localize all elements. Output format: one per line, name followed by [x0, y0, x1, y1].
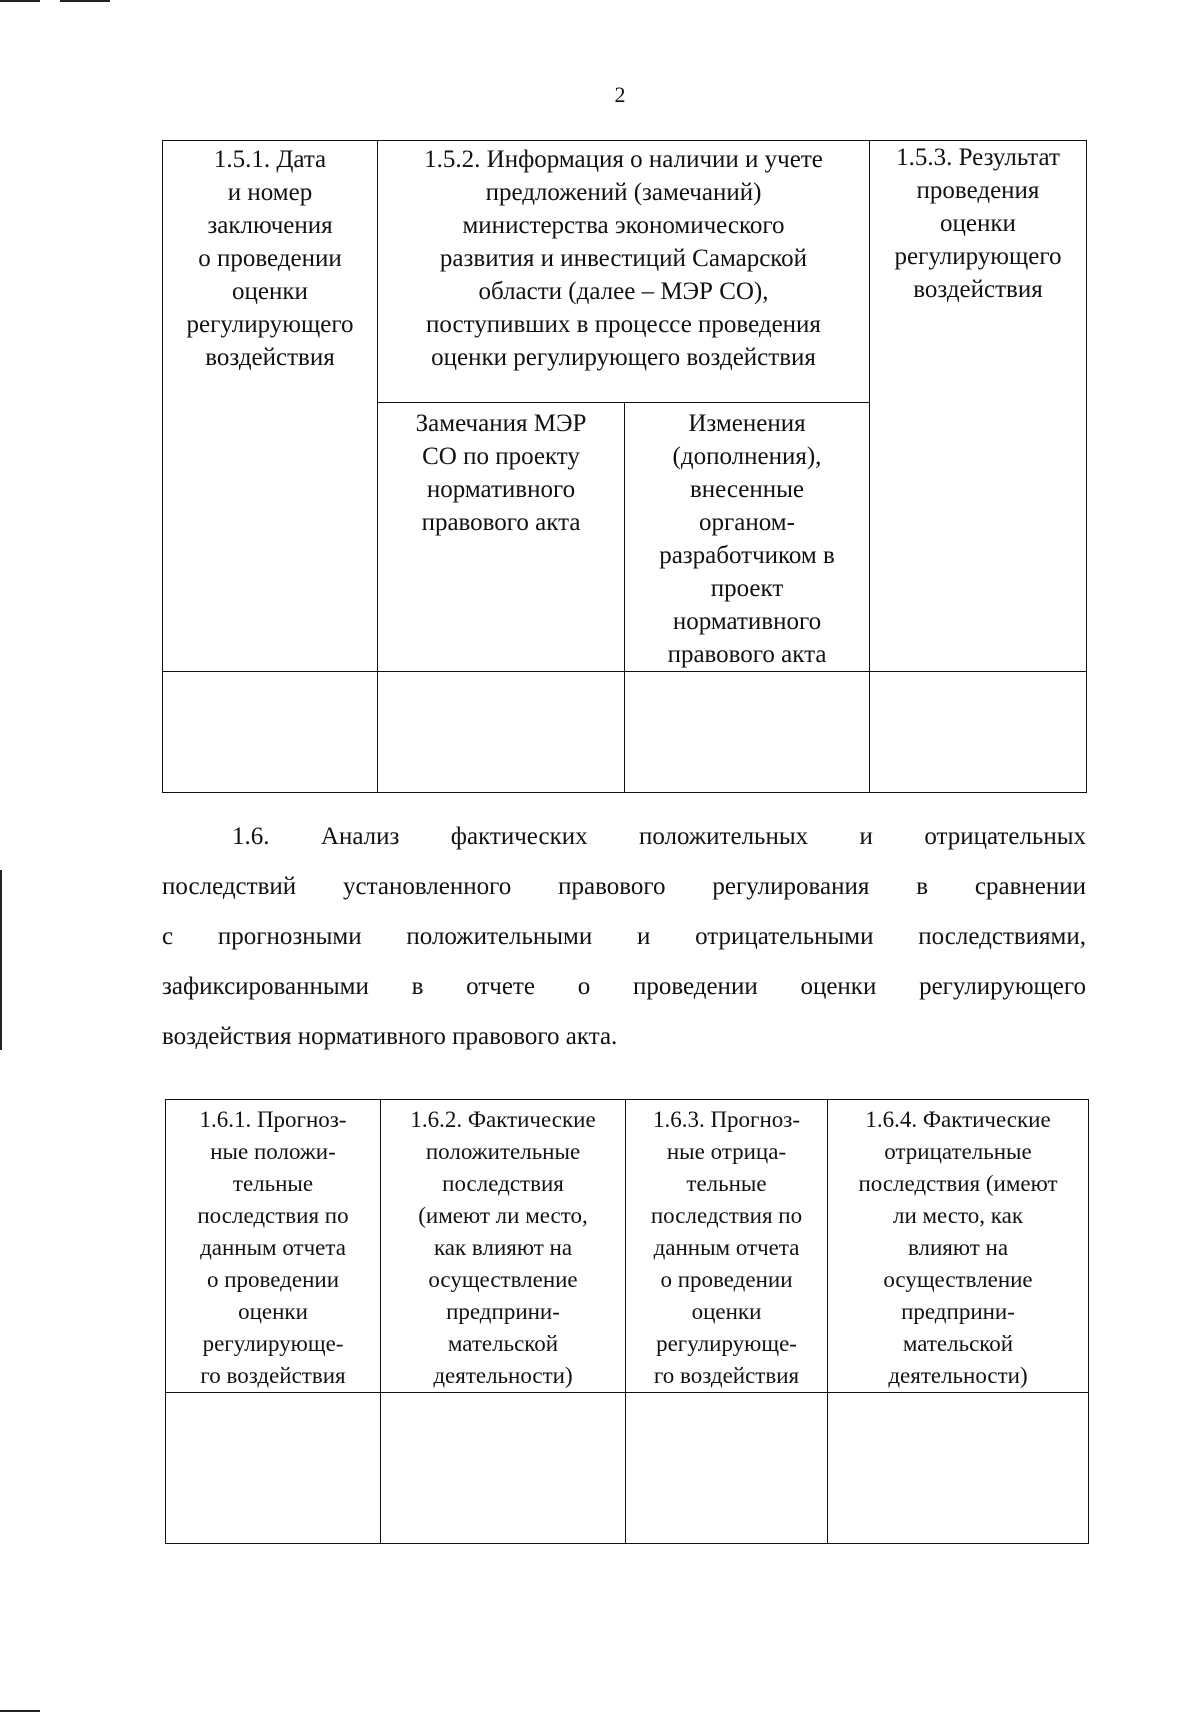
table-row — [166, 1393, 1089, 1544]
table-row — [163, 672, 1087, 793]
scan-mark-bottom-left — [0, 1710, 40, 1712]
paragraph-line: 1.6. Анализ фактических положительных и отрицательных — [232, 823, 1086, 850]
header-1-6-3: 1.6.3. Прогноз- ные отрица- тельные последствия по данным отчета о проведении оценки регулирующе- го воздействия — [626, 1100, 828, 1393]
table-cell[interactable] — [625, 672, 870, 793]
scan-mark-top-left — [0, 0, 40, 2]
table-1-6 — [165, 1099, 1089, 1544]
header-1-5-2: 1.5.2. Информация о наличии и учете предложений (замечаний) министерства экономического развития и инвестиций Самарской области (далее – МЭР СО), поступивших в процессе проведения оценки регулирующего воздействия — [378, 141, 870, 403]
header-1-5-1: 1.5.1. Дата и номер заключения о проведении оценки регулирующего воздействия — [163, 141, 378, 672]
scan-mark-top-left-2 — [60, 0, 110, 2]
scan-mark-left-edge — [0, 870, 2, 1050]
header-1-5-2-changes: Изменения (дополнения), внесенные органом- разработчиком в проект нормативного правового акта — [625, 403, 870, 672]
paragraph-line: с прогнозными положительными и отрицательными последствиями, — [162, 923, 1086, 950]
paragraph-line: последствий установленного правового регулирования в сравнении — [162, 873, 1086, 900]
paragraph-line: зафиксированными в отчете о проведении оценки регулирующего — [162, 973, 1086, 1000]
table-cell[interactable] — [378, 672, 625, 793]
table-cell[interactable] — [870, 672, 1087, 793]
table-cell[interactable] — [166, 1393, 381, 1544]
section-1-6-paragraph — [162, 812, 1086, 1062]
header-1-6-2: 1.6.2. Фактические положительные последствия (имеют ли место, как влияют на осуществление предприни- мательской деятельности) — [381, 1100, 626, 1393]
header-1-5-2-remarks: Замечания МЭР СО по проекту нормативного правового акта — [378, 403, 625, 672]
table-cell[interactable] — [163, 672, 378, 793]
header-1-6-1: 1.6.1. Прогноз- ные положи- тельные последствия по данным отчета о проведении оценки регулирующе- го воздействия — [166, 1100, 381, 1393]
table-1-5 — [162, 140, 1087, 793]
paragraph-line: воздействия нормативного правового акта. — [162, 1023, 618, 1050]
table-cell[interactable] — [828, 1393, 1089, 1544]
page-number: 2 — [614, 82, 626, 107]
table-cell[interactable] — [626, 1393, 828, 1544]
header-1-5-3: 1.5.3. Результат проведения оценки регулирующего воздействия — [870, 141, 1087, 672]
header-1-6-4: 1.6.4. Фактические отрицательные последствия (имеют ли место, как влияют на осуществление предприни- мательской деятельности) — [828, 1100, 1089, 1393]
table-cell[interactable] — [381, 1393, 626, 1544]
